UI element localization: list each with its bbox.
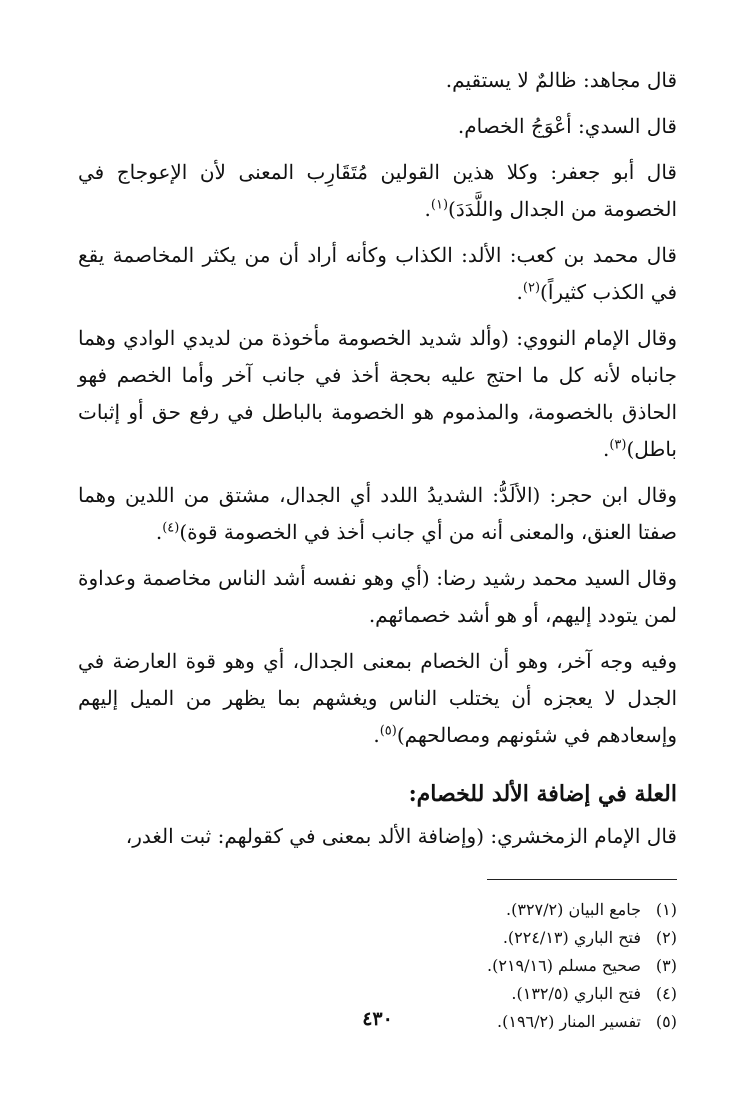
paragraph-3 <box>78 154 677 228</box>
paragraph-text: وقال السيد محمد رشيد رضا: (أي وهو نفسه أشد الناس مخاصمة وعداوة لمن يتودد إليهم، أو هو أشد خصمائهم. <box>78 566 677 627</box>
paragraph-text: قال مجاهد: ظالمٌ لا يستقيم. <box>445 68 677 92</box>
footnote-number: (٤) <box>655 984 677 1003</box>
paragraph-end: . <box>155 520 163 544</box>
paragraph-end: . <box>516 280 523 304</box>
footnote-2 <box>78 924 677 952</box>
footnote-ref: (٣) <box>609 437 627 453</box>
footnote-number: (٣) <box>655 956 677 975</box>
paragraph-text: قال السدي: أعْوَجُ الخصام. <box>457 114 677 138</box>
footnote-text: جامع البيان (٣٢٧/٢). <box>506 900 641 919</box>
footnote-text: صحيح مسلم (٢١٩/١٦). <box>487 956 641 975</box>
footnote-number: (٥) <box>655 1012 677 1031</box>
footnote-number: (١) <box>655 900 677 919</box>
footnote-number: (٢) <box>655 928 677 947</box>
paragraph-end: . <box>373 723 380 747</box>
paragraph-text: قال محمد بن كعب: الألد: الكذاب وكأنه أراد أن من يكثر المخاصمة يقع في الكذب كثيراً) <box>78 243 677 304</box>
main-text <box>78 62 677 855</box>
paragraph-4 <box>78 237 677 311</box>
paragraph-text: قال الإمام الزمخشري: (وإضافة الألد بمعنى في كقولهم: ثبت الغدر، <box>125 824 677 848</box>
footnote-divider <box>487 879 677 880</box>
footnote-4 <box>78 980 677 1008</box>
page-number: ٤٣٠ <box>362 1008 393 1030</box>
paragraph-9 <box>78 818 677 855</box>
paragraph-2 <box>78 108 677 145</box>
paragraph-text: وقال الإمام النووي: (وألد شديد الخصومة مأخوذة من لديدي الوادي وهما جانباه لأنه كل ما احتج عليه بحجة أخذ في جانب آخر وأما الخصم فهو الحاذق بالخصومة، والمذموم هو الخصومة بالباطل في رفع حق أو إثبات باطل) <box>78 326 677 461</box>
footnote-ref: (٢) <box>522 280 541 296</box>
paragraph-end: . <box>602 437 610 461</box>
footnote-text: فتح الباري (٢٢٤/١٣). <box>502 928 641 947</box>
footnote-1 <box>78 896 677 924</box>
paragraph-text: قال أبو جعفر: وكلا هذين القولين مُتَقَارِب المعنى لأن الإعوجاج في الخصومة من الجدال واللَّدَدَ) <box>78 160 677 221</box>
paragraph-7 <box>78 560 677 634</box>
paragraph-8 <box>78 643 677 754</box>
footnote-ref: (١) <box>430 197 449 213</box>
footnote-3 <box>78 952 677 980</box>
paragraph-text: وفيه وجه آخر، وهو أن الخصام بمعنى الجدال، أي وهو قوة العارضة في الجدل لا يعجزه أن يختلب الناس ويغشهم بما يظهر من الميل إليهم وإسعادهم في شئونهم ومصالحهم) <box>78 649 677 747</box>
footnote-ref: (٤) <box>162 520 180 536</box>
section-heading: العلة في إضافة الألد للخصام: <box>408 781 677 807</box>
paragraph-5 <box>78 320 677 468</box>
footnote-text: تفسير المنار (١٩٦/٢). <box>497 1012 641 1031</box>
footnote-text: فتح الباري (١٣٢/٥). <box>511 984 641 1003</box>
footnote-ref: (٥) <box>379 723 397 739</box>
paragraph-6 <box>78 477 677 551</box>
paragraph-text: وقال ابن حجر: (الألَدُّ: الشديدُ اللدد أي الجدال، مشتق من اللدين وهما صفتا العنق، والمعنى أنه من أي جانب أخذ في الخصومة قوة) <box>78 483 677 544</box>
paragraph-1 <box>78 62 677 99</box>
paragraph-end: . <box>424 197 431 221</box>
